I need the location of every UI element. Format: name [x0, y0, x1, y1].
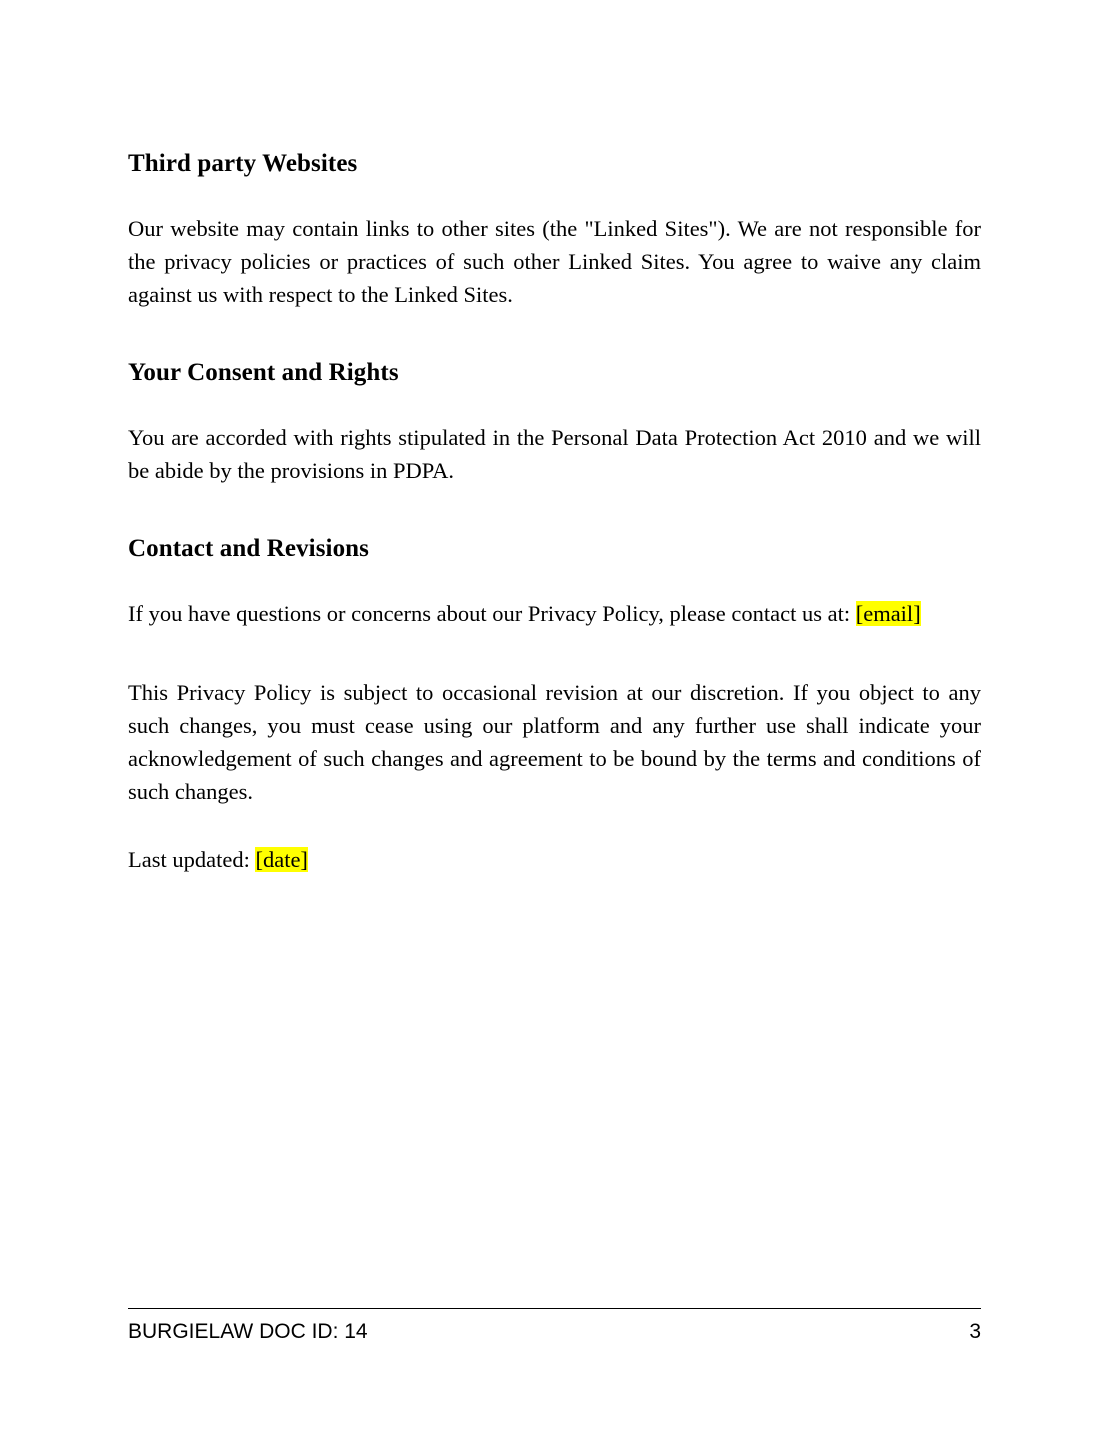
paragraph-third-party-websites: Our website may contain links to other sites (the "Linked Sites"). We are not responsible for the privacy policies or practices of such other Linked Sites. You agree to waive any claim against us with respect to the Linked Sites. [128, 216, 981, 307]
section-heading-contact-and-revisions: Contact and Revisions [128, 535, 370, 562]
spacer [128, 387, 981, 421]
section-heading-third-party-websites: Third party Websites [128, 150, 358, 177]
page-footer [128, 1308, 981, 1344]
spacer [128, 563, 981, 597]
section-heading-your-consent-and-rights: Your Consent and Rights [128, 359, 399, 386]
document-body [128, 150, 981, 876]
paragraph-your-consent-and-rights: You are accorded with rights stipulated in the Personal Data Protection Act 2010 and we will be abide by the provisions in PDPA. [128, 425, 981, 483]
spacer [128, 178, 981, 212]
spacer [128, 487, 981, 535]
email-placeholder[interactable]: [email] [855, 601, 921, 626]
spacer [128, 630, 981, 676]
spacer [128, 808, 981, 843]
spacer [128, 311, 981, 359]
footer-page-number: 3 [969, 1320, 981, 1343]
last-updated-label: Last updated: [128, 847, 256, 872]
date-placeholder[interactable]: [date] [255, 847, 308, 872]
paragraph-revisions: This Privacy Policy is subject to occasional revision at our discretion. If you object to any such changes, you must cease using our platform and any further use shall indicate your acknowledgement of such changes and agreement to be bound by the terms and conditions of such changes. [128, 680, 981, 804]
paragraph-contact-email [128, 597, 981, 630]
footer-doc-id: BURGIELAW DOC ID: 14 [128, 1320, 368, 1343]
paragraph-last-updated [128, 843, 981, 876]
contact-email-intro-text: If you have questions or concerns about our Privacy Policy, please contact us at: [128, 601, 856, 626]
